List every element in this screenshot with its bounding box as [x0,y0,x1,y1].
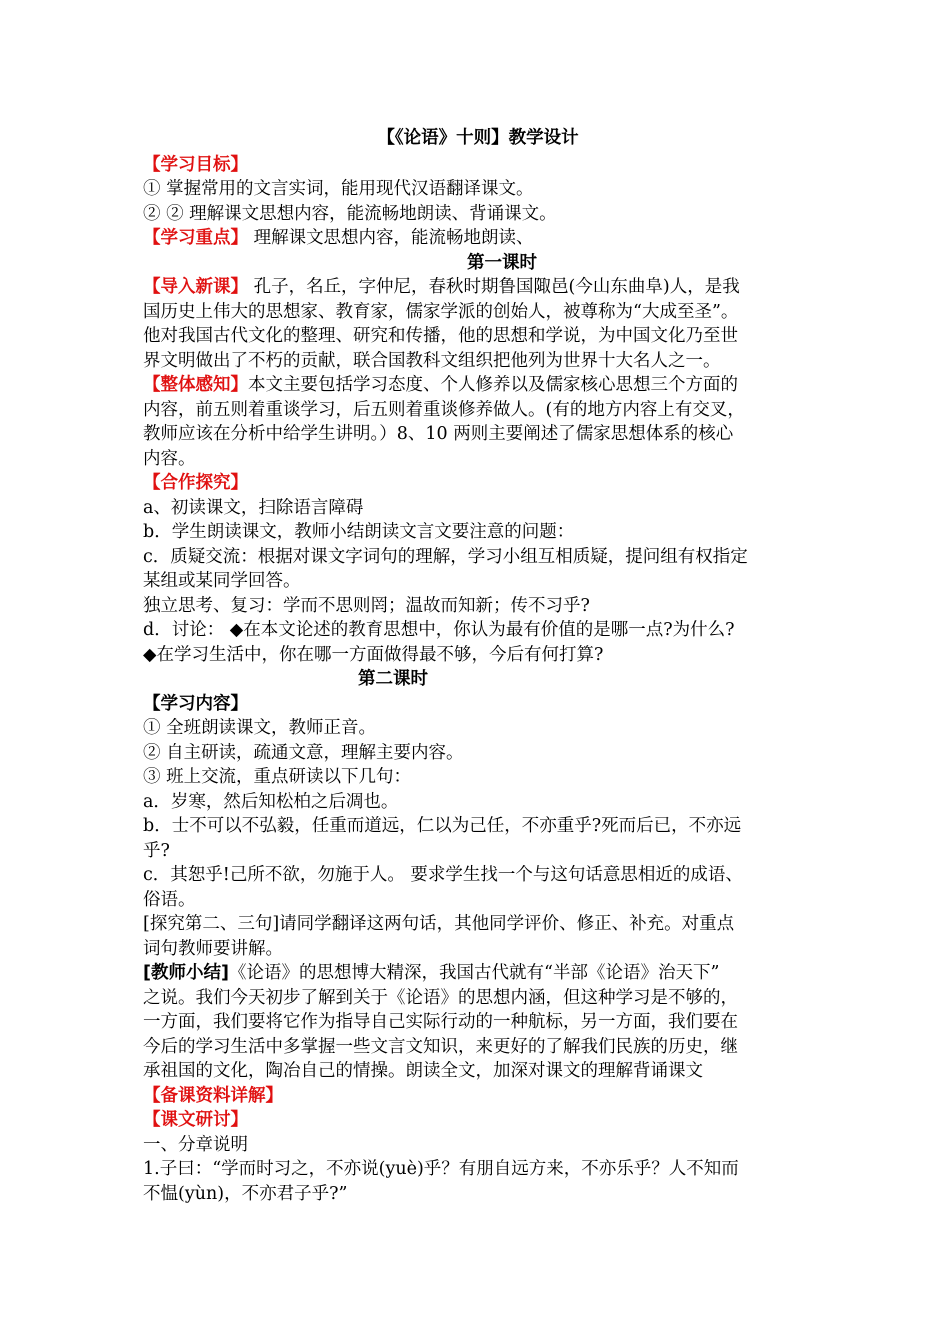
content-text: b．士不可以不弘毅，任重而道远，仁以为己任，不亦重乎?死而后已，不亦远 [143,816,742,836]
intro-heading: 【导入新课】 [143,277,248,297]
intro-text: 他对我国古代文化的整理、研究和传播，他的思想和学说，为中国文化乃至世 [143,326,738,346]
coop-text: a、初读课文，扫除语言障碍 [143,497,364,518]
focus-heading: 【学习重点】 [143,228,248,248]
overview-line [143,373,813,398]
overview-heading: 【整体感知】 [143,375,248,395]
overview-text: 本文主要包括学习态度、个人修养以及儒家核心思想三个方面的 [248,375,738,395]
tail-text: 1.子曰：“学而时习之，不亦说(yuè)乎？有朋自远方来，不亦乐乎？人不知而 [143,1159,739,1179]
summary-text: 今后的学习生活中多掌握一些文言文知识，来更好的了解我们民族的历史，继 [143,1036,738,1057]
coop-text: b．学生朗读课文，教师小结朗读文言文要注意的问题： [143,522,575,542]
content-heading: 【学习内容】 [143,693,248,714]
overview-text: 内容。 [143,448,196,469]
coop-heading: 【合作探究】 [143,473,248,493]
coop-text: ◆在学习生活中，你在哪一方面做得最不够，今后有何打算? [143,644,604,665]
focus-line [143,226,813,251]
goal-item: ① 掌握常用的文言实词，能用现代汉语翻译课文。 [143,179,534,199]
overview-text: 内容，前五则着重谈学习，后五则着重谈修养做人。(有的地方内容上有交叉， [143,399,745,420]
coop-text: 某组或某同学回答。 [143,571,301,591]
tail-text: 不愠(yùn)，不亦君子乎?” [143,1183,348,1204]
goal-item: ② ② 理解课文思想内容，能流畅地朗读、背诵课文。 [143,203,557,224]
summary-text: 承祖国的文化，陶冶自己的情操。朗读全文，加深对课文的理解背诵课文 [143,1061,703,1081]
coop-text: 独立思考、复习：学而不思则罔；温故而知新；传不习乎? [143,595,590,616]
study-heading: 【课文研讨】 [143,1110,248,1130]
coop-text: d．讨论： ◆在本文论述的教育思想中，你认为最有价值的是哪一点?为什么? [143,620,735,640]
intro-line [143,275,813,300]
content-text: ① 全班朗读课文，教师正音。 [143,718,377,738]
goals-heading: 【学习目标】 [143,154,248,175]
content-text: c．其恕乎!己所不欲，勿施于人。 要求学生找一个与这句话意思相近的成语、 [143,865,743,885]
intro-text: 国历史上伟大的思想家、教育家，儒家学派的创始人，被尊称为“大成至圣”。 [143,301,739,322]
content-text: 词句教师要讲解。 [143,938,283,959]
prep-heading: 【备课资料详解】 [143,1085,283,1106]
intro-text: 界文明做出了不朽的贡献，联合国教科文组织把他列为世界十大名人之一。 [143,350,721,371]
content-text: 乎? [143,840,170,861]
content-text: 俗语。 [143,889,196,910]
summary-heading: [教师小结] [143,963,229,983]
intro-text: 孔子，名丘，字仲尼，春秋时期鲁国陬邑(今山东曲阜)人，是我 [248,277,740,297]
summary-text: 之说。我们今天初步了解到关于《论语》的思想内涵，但这种学习是不够的， [143,987,738,1008]
summary-line [143,961,813,986]
coop-text: c．质疑交流：根据对课文字词句的理解，学习小组互相质疑，提问组有权指定 [143,546,748,567]
content-text: [探究第二、三句]请同学翻译这两句话，其他同学评价、修正、补充。对重点 [143,914,735,934]
document-title: 【《论语》十则】教学设计 [377,128,579,148]
content-text: a．岁寒，然后知松柏之后凋也。 [143,791,399,812]
focus-text: 理解课文思想内容，能流畅地朗读、 [248,228,534,248]
tail-text: 一、分章说明 [143,1134,248,1155]
content-text: ② 自主研读，疏通文意，理解主要内容。 [143,742,464,763]
summary-text: 《论语》的思想博大精深，我国古代就有“半部《论语》治天下” [229,963,720,983]
lesson2-heading: 第二课时 [358,669,428,689]
summary-text: 一方面，我们要将它作为指导自己实际行动的一种航标，另一方面，我们要在 [143,1012,738,1032]
lesson1-heading: 第一课时 [467,252,537,273]
document-page [143,126,813,1206]
overview-text: 教师应该在分析中给学生讲明。）8、10 两则主要阐述了儒家思想体系的核心 [143,424,734,444]
content-text: ③ 班上交流，重点研读以下几句： [143,767,412,787]
